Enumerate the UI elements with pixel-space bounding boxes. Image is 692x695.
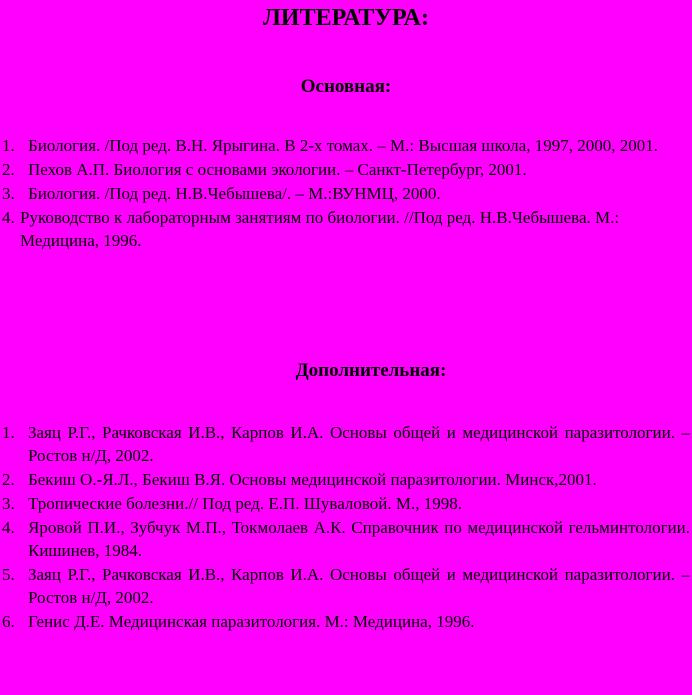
reference-text: Бекиш О.-Я.Л., Бекиш В.Я. Основы медицинской паразитологии. Минск,2001. xyxy=(28,470,597,489)
reference-item xyxy=(0,610,690,633)
reference-item xyxy=(0,563,690,609)
reference-item xyxy=(0,421,690,467)
reference-item xyxy=(0,206,690,252)
reference-text: Биология. /Под ред. В.Н. Ярыгина. В 2-х томах. – М.: Высшая школа, 1997, 2000, 2001. xyxy=(28,136,658,155)
reference-text: Руководство к лабораторным занятиям по биологии. //Под ред. Н.В.Чебышева. М.: Медицина, 1996. xyxy=(20,208,620,250)
extra-section-heading: Дополнительная: xyxy=(295,360,447,381)
reference-text: Тропические болезни.// Под ред. Е.П. Шуваловой. М., 1998. xyxy=(28,494,462,513)
reference-number: 2. xyxy=(2,160,15,179)
reference-number: 1. xyxy=(2,423,15,442)
reference-item xyxy=(0,158,690,181)
reference-number: 3. xyxy=(2,184,15,203)
reference-text: Биология. /Под ред. Н.В.Чебышева/. – М.:ВУНМЦ, 2000. xyxy=(28,184,441,203)
page-title: ЛИТЕРАТУРА: xyxy=(263,5,429,31)
extra-reference-list xyxy=(0,421,690,634)
reference-item xyxy=(0,516,690,562)
reference-item xyxy=(0,182,690,205)
reference-number: 5. xyxy=(2,565,15,584)
reference-number: 3. xyxy=(2,494,15,513)
reference-number: 1. xyxy=(2,136,15,155)
reference-number: 6. xyxy=(2,612,15,631)
reference-text: Яровой П.И., Зубчук М.П., Токмолаев А.К. Справочник по медицинской гельминтологии. Кишинев, 1984. xyxy=(28,518,690,560)
reference-item xyxy=(0,468,690,491)
reference-text: Заяц Р.Г., Рачковская И.В., Карпов И.А. Основы общей и медицинской паразитологии. – Ростов н/Д, 2002. xyxy=(28,423,690,465)
reference-number: 2. xyxy=(2,470,15,489)
reference-item xyxy=(0,492,690,515)
main-section-heading: Основная: xyxy=(300,76,392,97)
reference-item xyxy=(0,134,690,157)
reference-number: 4. xyxy=(2,518,15,537)
reference-number: 4. xyxy=(2,208,15,227)
reference-text: Пехов А.П. Биология с основами экологии. – Санкт-Петербург, 2001. xyxy=(28,160,527,179)
reference-text: Генис Д.Е. Медицинская паразитология. М.: Медицина, 1996. xyxy=(28,612,475,631)
reference-text: Заяц Р.Г., Рачковская И.В., Карпов И.А. Основы общей и медицинской паразитологии. – Ростов н/Д, 2002. xyxy=(28,565,690,607)
main-reference-list xyxy=(0,134,690,253)
